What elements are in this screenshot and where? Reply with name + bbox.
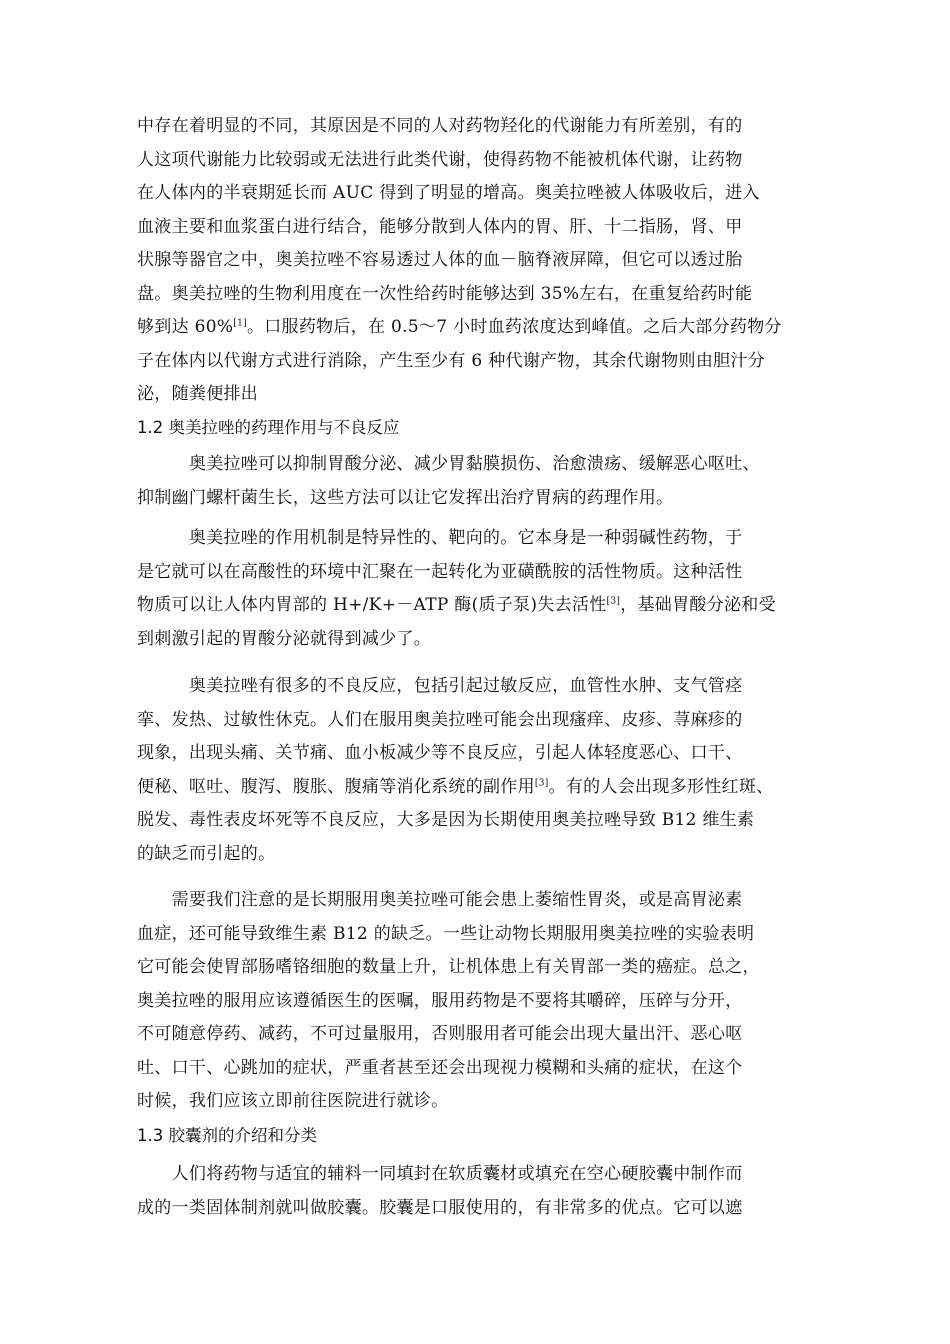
text-line: 奥美拉唑有很多的不良反应，包括引起过敏反应，血管性水肿、支气管痉 [137, 676, 743, 696]
text-line: 人这项代谢能力比较弱或无法进行此类代谢，使得药物不能被机体代谢，让药物 [137, 149, 743, 170]
text-line: 成的一类固体制剂就叫做胶囊。胶囊是口服使用的，有非常多的优点。它可以遮 [137, 1197, 743, 1218]
text-line: 血液主要和血浆蛋白进行结合，能够分散到人体内的胃、肝、十二指肠，肾、甲 [137, 216, 743, 237]
text-line: 奥美拉唑可以抑制胃酸分泌、减少胃黏膜损伤、治愈溃疡、缓解恶心呕吐、 [137, 454, 760, 474]
text-line [137, 589, 827, 623]
text-run: 物质可以让人体内胃部的 H+/K+－ATP 酶(质子泵)失去活性 [137, 595, 607, 615]
text-line: 盘。奥美拉唑的生物利用度在一次性给药时能够达到 35%左右，在重复给药时能 [137, 283, 753, 304]
text-line [137, 771, 827, 805]
text-line: 它可能会使胃部肠嗜铬细胞的数量上升，让机体患上有关胃部一类的癌症。总之， [137, 957, 760, 977]
text-line: 子在体内以代谢方式进行消除，产生至少有 6 种代谢产物，其余代谢物则由胆汁分 [137, 350, 766, 371]
text-run: 够到达 60% [137, 317, 234, 337]
citation-ref: [1] [233, 318, 247, 329]
text-line [137, 311, 827, 345]
text-line: 中存在着明显的不同，其原因是不同的人对药物羟化的代谢能力有所差别，有的 [137, 116, 743, 136]
paragraph-adverse-reactions [137, 670, 827, 871]
text-line: 需要我们注意的是长期服用奥美拉唑可能会患上萎缩性胃炎，或是高胃泌素 [137, 890, 743, 910]
text-line: 奥美拉唑的作用机制是特异性的、靶向的。它本身是一种弱碱性药物，于 [137, 528, 743, 548]
text-line: 奥美拉唑的服用应该遵循医生的医嘱，服用药物是不要将其嚼碎，压碎与分开， [137, 990, 743, 1011]
text-run: 。口服药物后，在 0.5～7 小时血药浓度达到峰值。之后大部分药物分 [246, 317, 782, 337]
text-line: 吐、口干、心跳加的症状，严重者甚至还会出现视力模糊和头痛的症状，在这个 [137, 1057, 743, 1078]
text-run: 。有的人会出现多形性红斑、 [548, 776, 774, 797]
text-line: 抑制幽门螺杆菌生长，这些方法可以让它发挥出治疗胃病的药理作用。 [137, 487, 674, 508]
citation-ref: [3] [534, 777, 549, 788]
paragraph-pharmacology [137, 448, 827, 515]
text-run: 便秘、呕吐、腹泻、腹胀、腹痛等消化系统的副作用 [137, 776, 535, 797]
text-line: 状腺等器官之中，奥美拉唑不容易透过人体的血－脑脊液屏障，但它可以透过胎 [137, 250, 743, 270]
paragraph-precautions [137, 884, 827, 1119]
text-line: 的缺乏而引起的。 [137, 843, 276, 864]
paragraph-metabolism [137, 110, 827, 412]
text-line: 是它就可以在高酸性的环境中汇聚在一起转化为亚磺酰胺的活性物质。这种活性 [137, 561, 743, 582]
text-line: 不可随意停药、减药，不可过量服用，否则服用者可能会出现大量出汗、恶心呕 [137, 1024, 743, 1044]
paragraph-mechanism [137, 522, 827, 656]
text-line: 到刺激引起的胃酸分泌就得到减少了。 [137, 628, 432, 649]
paragraph-capsule-intro [137, 1158, 827, 1225]
section-heading-1-3: 1.3 胶囊剂的介绍和分类 [137, 1126, 317, 1145]
text-line: 挛、发热、过敏性休克。人们在服用奥美拉唑可能会出现瘙痒、皮疹、荨麻疹的 [137, 709, 743, 730]
text-run: ，基础胃酸分泌和受 [620, 595, 776, 615]
text-line: 人们将药物与适宜的辅料一同填封在软质囊材或填充在空心硬胶囊中制作而 [137, 1164, 743, 1184]
text-line: 脱发、毒性表皮坏死等不良反应，大多是因为长期使用奥美拉唑导致 B12 维生素 [137, 810, 755, 830]
text-line: 现象，出现头痛、关节痛、血小板减少等不良反应，引起人体轻度恶心、口干、 [137, 743, 743, 763]
text-line: 泌，随粪便排出 [137, 384, 259, 404]
text-line: 在人体内的半衰期延长而 AUC 得到了明显的增高。奥美拉唑被人体吸收后，进入 [137, 183, 760, 203]
text-line: 血症，还可能导致维生素 B12 的缺乏。一些让动物长期服用奥美拉唑的实验表明 [137, 923, 755, 944]
text-line: 时候，我们应该立即前往医院进行就诊。 [137, 1091, 449, 1111]
section-heading-1-2: 1.2 奥美拉唑的药理作用与不良反应 [137, 418, 400, 437]
citation-ref: [3] [606, 596, 621, 607]
